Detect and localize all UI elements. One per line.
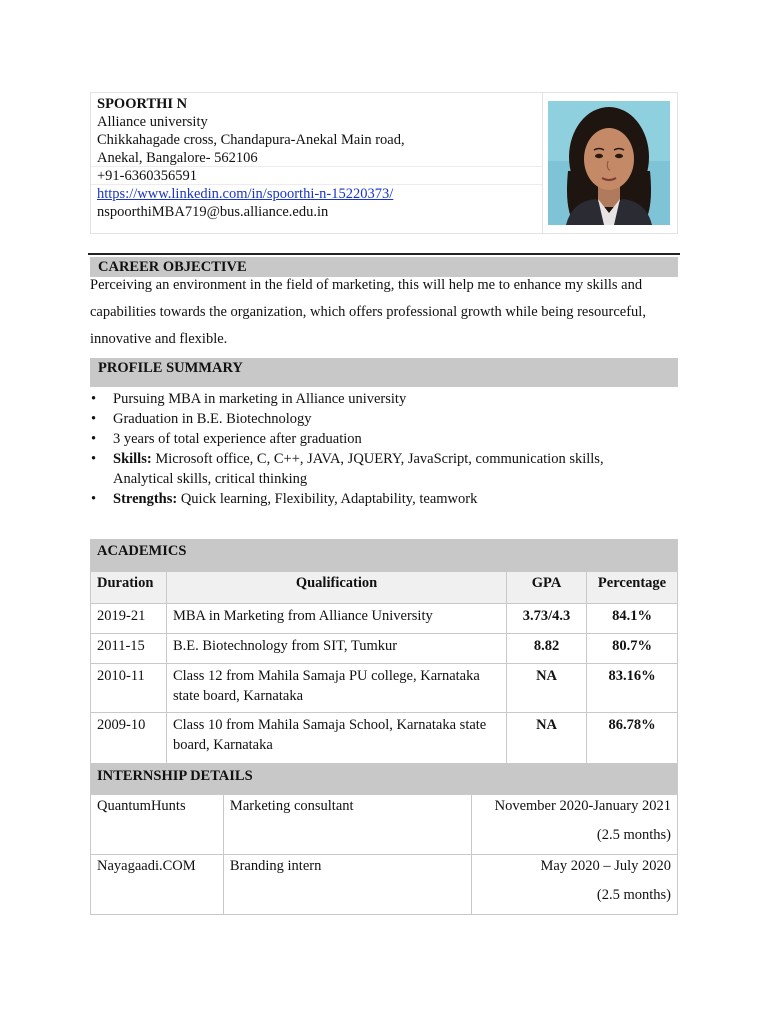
- profile-summary-list: [90, 389, 680, 509]
- strengths-text: Quick learning, Flexibility, Adaptability, teamwork: [177, 491, 478, 507]
- table-cell: 2019-21: [91, 604, 167, 634]
- table-cell: 2010-11: [91, 664, 167, 713]
- objective-line: innovative and flexible.: [90, 331, 228, 347]
- table-row: [91, 604, 678, 634]
- table-row: [91, 855, 678, 915]
- cell-line: Class 10 from Mahila Samaja School, Karnataka state: [172, 717, 487, 733]
- table-cell: [472, 855, 678, 915]
- table-cell: [166, 664, 506, 713]
- table-cell: Branding intern: [223, 855, 471, 915]
- linkedin-link[interactable]: https://www.linkedin.com/in/spoorthi-n-15220373/: [97, 186, 394, 202]
- cell-line: state board, Karnataka: [172, 688, 304, 704]
- table-cell: Nayagaadi.COM: [91, 855, 224, 915]
- section-rule: [88, 253, 680, 255]
- table-cell: 3.73/4.3: [507, 604, 587, 634]
- table-cell: [166, 713, 506, 764]
- table-row: [91, 713, 678, 764]
- internship-heading: INTERNSHIP DETAILS: [91, 765, 678, 795]
- career-objective-heading: CAREER OBJECTIVE: [90, 257, 678, 277]
- cell-line: board, Karnataka: [172, 737, 273, 753]
- table-cell: 83.16%: [587, 664, 678, 713]
- profile-photo: [548, 101, 670, 225]
- internship-duration: (2.5 months): [596, 887, 671, 903]
- table-cell: MBA in Marketing from Alliance University: [166, 604, 506, 634]
- table-cell: 80.7%: [587, 634, 678, 664]
- skills-label: Skills:: [113, 451, 152, 467]
- candidate-name: SPOORTHI N: [97, 96, 188, 112]
- table-cell: QuantumHunts: [91, 795, 224, 855]
- objective-line: Perceiving an environment in the field of marketing, this will help me to enhance my skills and: [90, 277, 643, 293]
- table-cell: NA: [507, 713, 587, 764]
- table-cell: [472, 795, 678, 855]
- table-cell: 2011-15: [91, 634, 167, 664]
- table-row: [91, 795, 678, 855]
- list-item: • Graduation in B.E. Biotechnology: [90, 409, 680, 429]
- table-cell: Marketing consultant: [223, 795, 471, 855]
- table-cell: 2009-10: [91, 713, 167, 764]
- address-line-1: Chikkahagade cross, Chandapura-Anekal Main road,: [97, 132, 405, 148]
- table-cell: 84.1%: [587, 604, 678, 634]
- internship-period: May 2020 – July 2020: [540, 858, 671, 874]
- internship-period: November 2020-January 2021: [494, 798, 671, 814]
- column-header: GPA: [507, 572, 587, 604]
- skills-text: Microsoft office, C, C++, JAVA, JQUERY, JavaScript, communication skills,: [151, 451, 604, 467]
- table-cell: B.E. Biotechnology from SIT, Tumkur: [166, 634, 506, 664]
- email-address: nspoorthiMBA719@bus.alliance.edu.in: [97, 204, 329, 220]
- internship-table: [90, 764, 678, 915]
- academics-table: [90, 539, 678, 764]
- cell-line: Class 12 from Mahila Samaja PU college, Karnataka: [172, 668, 480, 684]
- contact-header: [90, 92, 678, 234]
- career-objective-text: [90, 272, 680, 353]
- column-header: Qualification: [166, 572, 506, 604]
- objective-line: capabilities towards the organization, which offers professional growth while being resourceful,: [90, 304, 646, 320]
- list-item: • 3 years of total experience after graduation: [90, 429, 680, 449]
- divider: [542, 93, 543, 233]
- column-header: Duration: [91, 572, 167, 604]
- table-row: [91, 634, 678, 664]
- phone-number: +91-6360356591: [97, 168, 198, 184]
- column-header: Percentage: [587, 572, 678, 604]
- list-item: [90, 489, 680, 509]
- list-item: [90, 449, 680, 489]
- table-cell: NA: [507, 664, 587, 713]
- skills-text: Analytical skills, critical thinking: [113, 471, 308, 487]
- table-row: [91, 664, 678, 713]
- list-item: • Pursuing MBA in marketing in Alliance university: [90, 389, 680, 409]
- profile-summary-heading: PROFILE SUMMARY: [90, 358, 678, 387]
- address-line-2: Anekal, Bangalore- 562106: [97, 150, 258, 166]
- table-cell: 86.78%: [587, 713, 678, 764]
- table-cell: 8.82: [507, 634, 587, 664]
- strengths-label: Strengths:: [113, 491, 178, 507]
- university: Alliance university: [97, 114, 208, 130]
- academics-heading: ACADEMICS: [91, 540, 678, 572]
- internship-duration: (2.5 months): [596, 827, 671, 843]
